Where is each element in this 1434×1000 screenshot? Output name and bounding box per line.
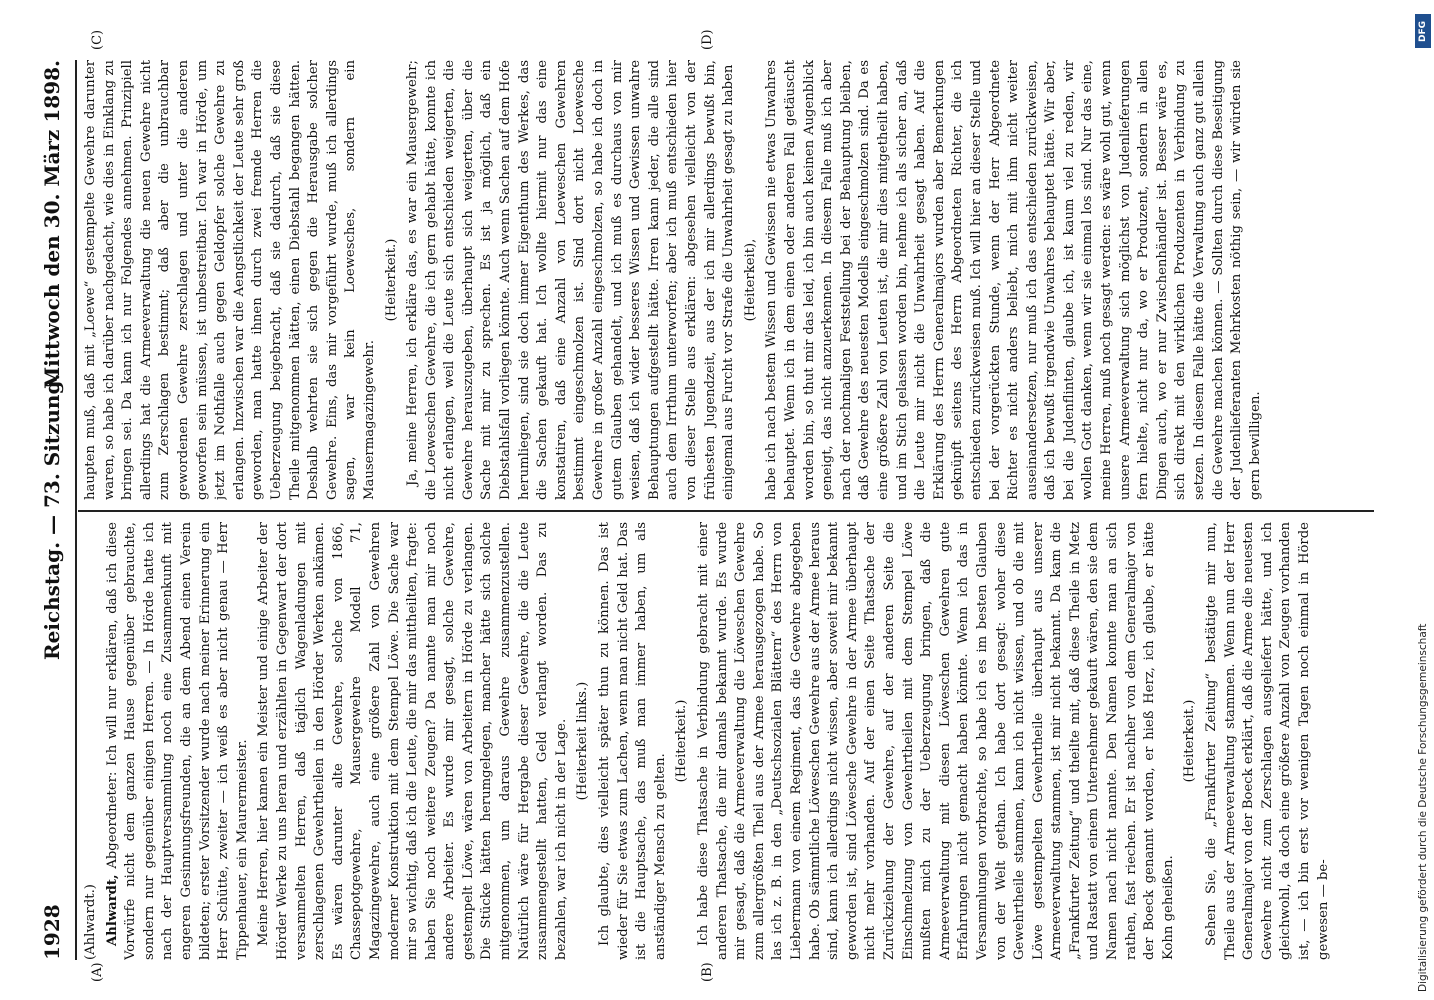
paragraph: habe ich nach bestem Wissen und Gewissen nie etwas Unwahres behauptet. Wenn ich in dem einen oder anderen Fall getäuscht worden bin, so thut mir das leid, ich bin auch keinen Augenblick geneigt, das nicht anzuerkennen. In diesem Falle muß ich aber nach der nochmaligen Feststellung bei der Behauptung bleiben, daß Gewehre des neuesten Modells eingeschmolzen sind. Da es eine größere Zahl von Leuten ist, die mir dies mitgetheilt haben, und im Stich gelassen worden bin, nehme ich als sicher an, daß die Leute mir nicht die Unwahrheit gesagt haben. Auf die Erklärung des Herrn Generalmajors wurden aber Bemerkungen geknüpft seitens des Herrn Abgeordneten Richter, die ich entschieden zurückweisen muß. Ich will hier an dieser Stelle und bei der vorgerückten Stunde, wenn der Herr Abgeordnete Richter es nicht anders beliebt, mich mit ihm nicht weiter auseinandersetzen, nur muß ich das entschieden zurückweisen, daß ich bewußt irgendwie Unwahres behauptet hätte. Wir aber, bei die Judenflinten, glaube ich, ist kaum viel zu reden, wir wollen Gott danken, wenn wir sie einmal los sind. Nur das eine, meine Herren, muß noch gesagt werden: es wäre wohl gut, wenn unsere Armeeverwaltung sich möglichst von Judenlieferungen fern hielte, nicht nur da, wo er Produzent, sondern in allen Dingen auch, wo er nur Zwischenhändler ist. Besser wäre es, sich direkt mit den wirklichen Produzenten in Verbindung zu setzen. In diesem Falle hätte die Verwaltung auch ganz gut allein die Gewehre machen können. — Sollten durch diese Beseitigung der Judenlieferanten Mehrkosten nöthig sein, — wir würden sie gern bewilligen.: [764, 60, 1263, 500]
speaker-continuation: (Ahlwardt.): [83, 884, 98, 960]
paragraph: Meine Herren, hier kamen ein Meister und einige Arbeiter der Hörder Werke zu uns heran und erzählten in Gegenwart der dort versammelten Herren, daß täglich Wagenladungen mit zerschlagenen Gewehrtheilen in den Hörder Werken ankämen. Es wären darunter alte Gewehre, solche von 1866, Chassepotgewehre, Mausergewehre Modell 71, Magazingewehre, auch eine größere Zahl von Gewehren moderner Konstruktion mit dem Stempel Löwe. Die Sache war mir so wichtig, daß ich die Leute, die mir das mittheilten, fragte: haben Sie noch weitere Zeugen? Da nannte man mir noch andere Arbeiter. Es wurde mir gesagt, solche Gewehre, gestempelt Löwe, wären von Arbeitern in Hörde zu verlangen. Die Stücke hätten herumgelegen, mancher hätte sich solche mitgenommen, um daraus Gewehre zusammenzustellen. Natürlich wäre für Hergabe dieser Gewehre, die die Leute zusammengestellt hatten, Geld verlangt worden. Das zu bezahlen, war ich nicht in der Lage.: [256, 522, 569, 960]
interjection: (Heiterkeit),: [742, 238, 758, 322]
paragraph: [104, 522, 253, 960]
page-number: 1928: [40, 904, 64, 960]
paragraph: haupten muß, daß mit „Loewe“ gestempelte Gewehre darunter waren, so habe ich darüber nachgedacht, wie dies in Einklang zu bringen sei. Da kann ich nur Folgendes annehmen. Prinzipiell allerdings hat die Armeeverwaltung die neuen Gewehre nicht zum Zerschlagen bestimmt; daß aber die unbrauchbar gewordenen Gewehre zerschlagen und unter die anderen geworfen sein müssen, ist unbestreitbar. Ich war in Hörde, um jetzt im Nothfalle auch gegen Geldopfer solche Gewehre zu erlangen. Inzwischen war die Aengstlichkeit der Leute sehr groß geworden, man hatte ihnen durch zwei fremde Herren die Ueberzeugung beigebracht, daß sie dadurch, daß sie diese Theile mitgenommen hätten, einen Diebstahl begangen hätten. Deshalb wehrten sie sich gegen die Herausgabe solcher Gewehre. Eins, das mir vorgeführt wurde, muß ich allerdings sagen, war kein Loewesches, sondern ein Mausermagazingewehr.: [83, 60, 377, 500]
interjection: (Heiterkeit.): [383, 238, 399, 322]
header-rule: [75, 60, 77, 960]
interjection: (Heiterkeit.): [1182, 699, 1198, 783]
stamp-text: Digitalisierung gefördert durch die Deutsche Forschungsgemeinschaft: [1417, 623, 1429, 992]
paragraph: Ich glaubte, dies vielleicht später thun zu können. Das ist wieder für Sie etwas zum Lachen, wenn man nicht Geld hat. Das ist die Hauptsache, das muß man immer haben, um als anständiger Mensch zu gelten.: [597, 522, 668, 960]
interjection: (Heiterkeit links.): [575, 681, 591, 801]
margin-marker-b: (B): [700, 962, 715, 982]
paragraph: Ja, meine Herren, ich erkläre das, es war ein Mausergewehr; die Loeweschen Gewehre, die ich gern gehabt hätte, konnte ich nicht erlangen, weil die Leute sich entschieden weigerten, die Gewehre herauszugeben, überhaupt sich weigerten, über die Sache mit mir zu sprechen. Es ist ja möglich, daß ein Diebstahlsfall vorliegen könnte. Auch wenn Sachen auf dem Hofe herumliegen, sind sie doch immer Eigenthum des Werkes, das die Sachen gekauft hat. Ich wollte hiermit nur das eine konstatiren, daß eine Anzahl von Loeweschen Gewehren bestimmt eingeschmolzen ist. Sind dort nicht Loewesche Gewehre in großer Anzahl eingeschmolzen, so habe ich doch in gutem Glauben gehandelt, und ich muß es durchaus von mir weisen, daß ich wider besseres Wissen und Gewissen unwahre Behauptungen aufgestellt hätte. Irren kann jeder, die alle sind auch dem Irrthum unterworfen; aber ich muß entschieden hier von dieser Stelle aus erklären: abgesehen vielleicht von der frühesten Jugendzeit, aus der ich mir allerdings bewußt bin, einigemal aus Furcht vor Strafe die Unwahrheit gesagt zu haben: [405, 60, 737, 500]
margin-marker-a: (A): [90, 962, 105, 982]
dfg-logo: DFG: [1415, 14, 1431, 48]
right-column: [82, 60, 1374, 500]
interjection: (Heiterkeit.): [674, 699, 690, 783]
paragraph: Ich habe diese Thatsache in Verbindung gebracht mit einer anderen Thatsache, die mir damals bekannt wurde. Es wurde mir gesagt, daß die Armeeverwaltung die Löweschen Gewehre zum allergrößten Theil aus der Armee herausgezogen habe. So las ich z. B. in den „Deutschsozialen Blättern“ des Herrn von Liebermann von einem Regiment, das die Gewehre abgegeben habe. Ob sämmtliche Löweschen Gewehre aus der Armee heraus sind, kann ich allerdings nicht wissen, aber soweit mir bekannt geworden ist, sind Löwesche Gewehre in der Armee überhaupt nicht mehr vorhanden. Auf der einen Seite Thatsache der Zurückziehung der Gewehre, auf der anderen Seite die Einschmelzung von Gewehrtheilen mit dem Stempel Löwe mußten mich zu der Ueberzeugung bringen, daß die Armeeverwaltung mit diesen Löweschen Gewehren gute Erfahrungen nicht gemacht haben könnte. Wenn ich das in Versammlungen vorbrachte, so habe ich es im besten Glauben von der Welt gethan. Ich habe dort gesagt: woher diese Gewehrtheile stammen, kann ich nicht wissen, und ob die mit Löwe gestempelten Gewehrtheile überhaupt aus unserer Armeeverwaltung stammen, ist mir nicht bekannt. Da kam die „Frankfurter Zeitung“ und theilte mit, daß diese Theile in Metz und Rastatt von einem Unternehmer gekauft wären, den sie dem Namen nach nicht nannte. Den Namen konnte man an sich rathen, fast riechen. Er ist nachher von dem Generalmajor von der Boeck genannt worden, er hieß Herz, ich glaube, er hätte Kohn geheißen.: [696, 522, 1176, 960]
column-divider: [78, 510, 1374, 512]
speaker-name: Ahlwardt,: [104, 874, 120, 946]
margin-marker-c: (C): [90, 29, 105, 50]
page-header: [40, 60, 70, 960]
session-date: Mittwoch den 30. März 1898.: [40, 60, 64, 390]
session-title: Reichstag. — 73. Sitzung.: [40, 373, 64, 660]
margin-marker-d: (D): [700, 29, 715, 50]
left-column: [82, 522, 1374, 960]
paragraph: Sehen Sie, die „Frankfurter Zeitung“ bestätigte mir nun, Theile aus der Armeeverwaltung stammen. Wenn nun der Herr Generalmajor von der Boeck erklärt, daß die Armee die neuesten Gewehre nicht zum Zerschlagen ausgeliefert hätte, und ich gleichwohl, da doch eine größere Anzahl von Zeugen vorhanden ist, — ich bin erst vor wenigen Tagen noch einmal in Hörde gewesen — be-: [1204, 522, 1331, 960]
digitization-stamp: [1414, 8, 1432, 992]
paragraph-text: Abgeordneter: Ich will nur erklären, daß ich diese Vorwürfe nicht dem ganzen Hause gegenüber gebrauchte, sondern nur gegenüber einigen Herren. — In Hörde hatte ich nach der Hauptversammlung noch eine Zusammenkunft mit engeren Gesinnungsfreunden, die an dem Abend einen Verein bildeten; erster Vorsitzender wurde nach meiner Erinnerung ein Herr Schütte, zweiter — ich weiß es aber nicht genau — Herr Tippenhauer, ein Maurermeister.: [104, 522, 250, 960]
